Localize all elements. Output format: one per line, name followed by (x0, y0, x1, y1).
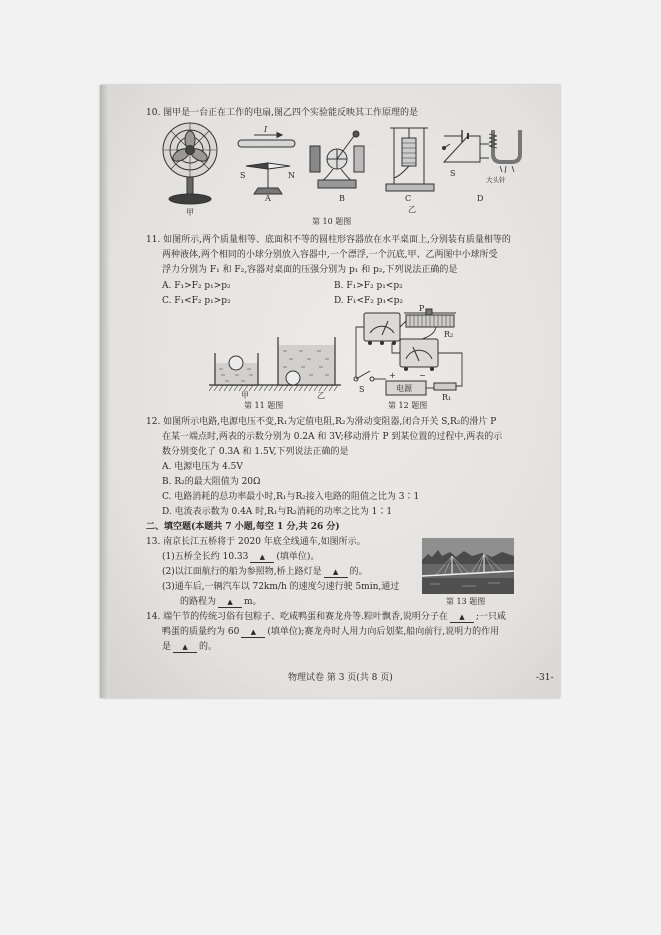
q14-blank-2: ▲ (241, 628, 265, 638)
q13-item-3-cont-text: 的路程为 (180, 597, 217, 607)
q13-item-3: (3)通车后,一辆汽车以 72km/h 的速度匀速行驶 5min,通过 (162, 582, 400, 592)
pins-label: 大头针 (486, 176, 506, 184)
north-pole-label: N (288, 171, 295, 180)
q13-item-1-text: (1)五桥全长约 10.33 (162, 552, 249, 562)
q11-caption: 第 11 题图 (244, 401, 284, 410)
section-fill-in-title: 二、填空题(本题共 7 小题,每空 1 分,共 26 分) (146, 522, 340, 532)
q14-blank-3: ▲ (173, 643, 197, 653)
q13-item-3-suffix: m。 (244, 597, 262, 607)
q13-bridge-photo (422, 538, 514, 594)
r2-label: R₂ (444, 330, 454, 339)
page-footer-title: 物理试卷 第 3 页(共 8 页) (288, 673, 393, 683)
r1-label: R₁ (442, 393, 452, 402)
slider-p-label: P (419, 304, 425, 313)
container-yi (278, 337, 335, 385)
q13-item-2-text: (2)以江面航行的船为参照物,桥上路灯是 (162, 567, 322, 577)
q12-stem-line-2: 在某一端点时,两表的示数分别为 0.2A 和 3V;移动滑片 P 到某位置的过程中,两表的示 (162, 432, 503, 442)
q11-stem-line-3: 浮力分别为 F₁ 和 F₂,容器对桌面的压强分别为 p₁ 和 p₂,下列说法正确的是 (162, 265, 458, 275)
ammeter (400, 339, 438, 371)
q13-item-2-suffix: 的。 (349, 567, 368, 577)
q12-stem-line-3: 数分别变化了 0.3A 和 1.5V,下列说法正确的是 (162, 447, 349, 457)
q14-line-1 (146, 612, 506, 623)
resistor-r1 (434, 383, 456, 390)
switch-s-label: S (359, 385, 365, 394)
switch-label-d: S (450, 169, 456, 178)
q14-blank-1: ▲ (450, 613, 474, 623)
q14-line-2-suffix: (填单位);赛龙舟时人用力向后划桨,船向前行,说明力的作用 (267, 627, 500, 637)
label-c: C (405, 194, 412, 203)
q13-item-3-continued (180, 597, 262, 608)
experiment-b-hand-generator (310, 131, 364, 188)
power-source-label: 电源 (396, 384, 412, 393)
switch-s (354, 371, 374, 381)
voltmeter (364, 313, 400, 345)
q10-figure (150, 118, 530, 220)
q11-figure (205, 325, 345, 403)
q14-line-3-suffix: 的。 (199, 642, 218, 652)
container-jia (215, 353, 258, 385)
q11-option-b: B. F₁>F₂ p₁<p₂ (334, 281, 403, 291)
q12-caption: 第 12 题图 (388, 401, 428, 410)
q12-option-c: C. 电路消耗的总功率最小时,R₁与R₂接入电路的阻值之比为 3∶1 (162, 492, 420, 502)
q11-option-a: A. F₁>F₂ p₁>p₂ (162, 281, 231, 291)
q13-item-3-blank: ▲ (218, 598, 242, 608)
south-pole-label: S (240, 171, 246, 180)
q13-item-1-suffix: (填单位)。 (276, 552, 320, 562)
q10-caption: 第 10 题图 (312, 217, 352, 226)
q12-option-b: B. R₂的最大阻值为 20Ω (162, 477, 261, 487)
q12-stem-line-1: 12. 如图所示电路,电源电压不变,R₁为定值电阻,R₂为滑动变阻器,闭合开关 S,R₂的滑片 P (146, 417, 497, 427)
label-d: D (477, 194, 484, 203)
q11-label-yi: 乙 (317, 391, 325, 400)
q14-line-1-suffix: ;一只咸 (475, 612, 506, 622)
q11-label-jia: 甲 (241, 391, 249, 400)
label-yi: 乙 (408, 205, 416, 214)
q11-option-d: D. F₁<F₂ p₁<p₂ (334, 296, 404, 306)
q11-option-c: C. F₁<F₂ p₁>p₂ (162, 296, 231, 306)
rheostat-r2 (404, 309, 456, 327)
q13-item-2-blank: ▲ (324, 568, 348, 578)
q14-line-2 (162, 627, 499, 638)
q13-item-2 (162, 567, 368, 578)
q11-stem-line-1: 11. 如图所示,两个质量相等、底面积不等的圆柱形容器放在水平桌面上,分别装有质量相等的 (146, 235, 511, 245)
q13-item-1 (162, 552, 319, 563)
electric-fan (163, 123, 217, 204)
positive-terminal: + (389, 371, 396, 380)
experiment-d-electromagnet (443, 130, 521, 173)
q14-line-3-text: 是 (162, 642, 172, 652)
floating-ball (229, 356, 243, 370)
q14-line-3 (162, 642, 217, 653)
page-number: -31- (536, 673, 554, 683)
q12-option-d: D. 电流表示数为 0.4A 时,R₁与R₂消耗的功率之比为 1∶1 (162, 507, 393, 517)
sunken-ball (286, 371, 300, 385)
label-a: A (265, 194, 271, 203)
q13-stem: 13. 南京长江五桥将于 2020 年底全线通车,如图所示。 (146, 537, 366, 547)
q14-line-2-text: 鸭蛋的质量约为 60 (162, 627, 240, 637)
experiment-c-coil-frame (386, 128, 434, 191)
experiment-a-compass-wire (238, 133, 295, 195)
q10-stem: 10. 图甲是一台正在工作的电扇,图乙四个实验能反映其工作原理的是 (146, 108, 419, 118)
q13-caption: 第 13 题图 (446, 597, 486, 606)
q13-item-1-blank: ▲ (250, 553, 274, 563)
label-jia: 甲 (186, 208, 194, 217)
current-label: I (264, 125, 268, 134)
q12-option-a: A. 电源电压为 4.5V (162, 462, 243, 472)
label-b: B (339, 194, 345, 203)
q12-circuit-figure (342, 303, 467, 403)
q11-stem-line-2: 两种液体,两个相同的小球分别放入容器中,一个漂浮,一个沉底,甲、乙两图中小球所受 (162, 250, 498, 260)
negative-terminal: − (419, 371, 426, 380)
q14-line-1-text: 14. 端午节的传统习俗有包粽子、吃咸鸭蛋和赛龙舟等.粽叶飘香,说明分子在 (146, 612, 448, 622)
paper-binding-edge (100, 85, 109, 698)
